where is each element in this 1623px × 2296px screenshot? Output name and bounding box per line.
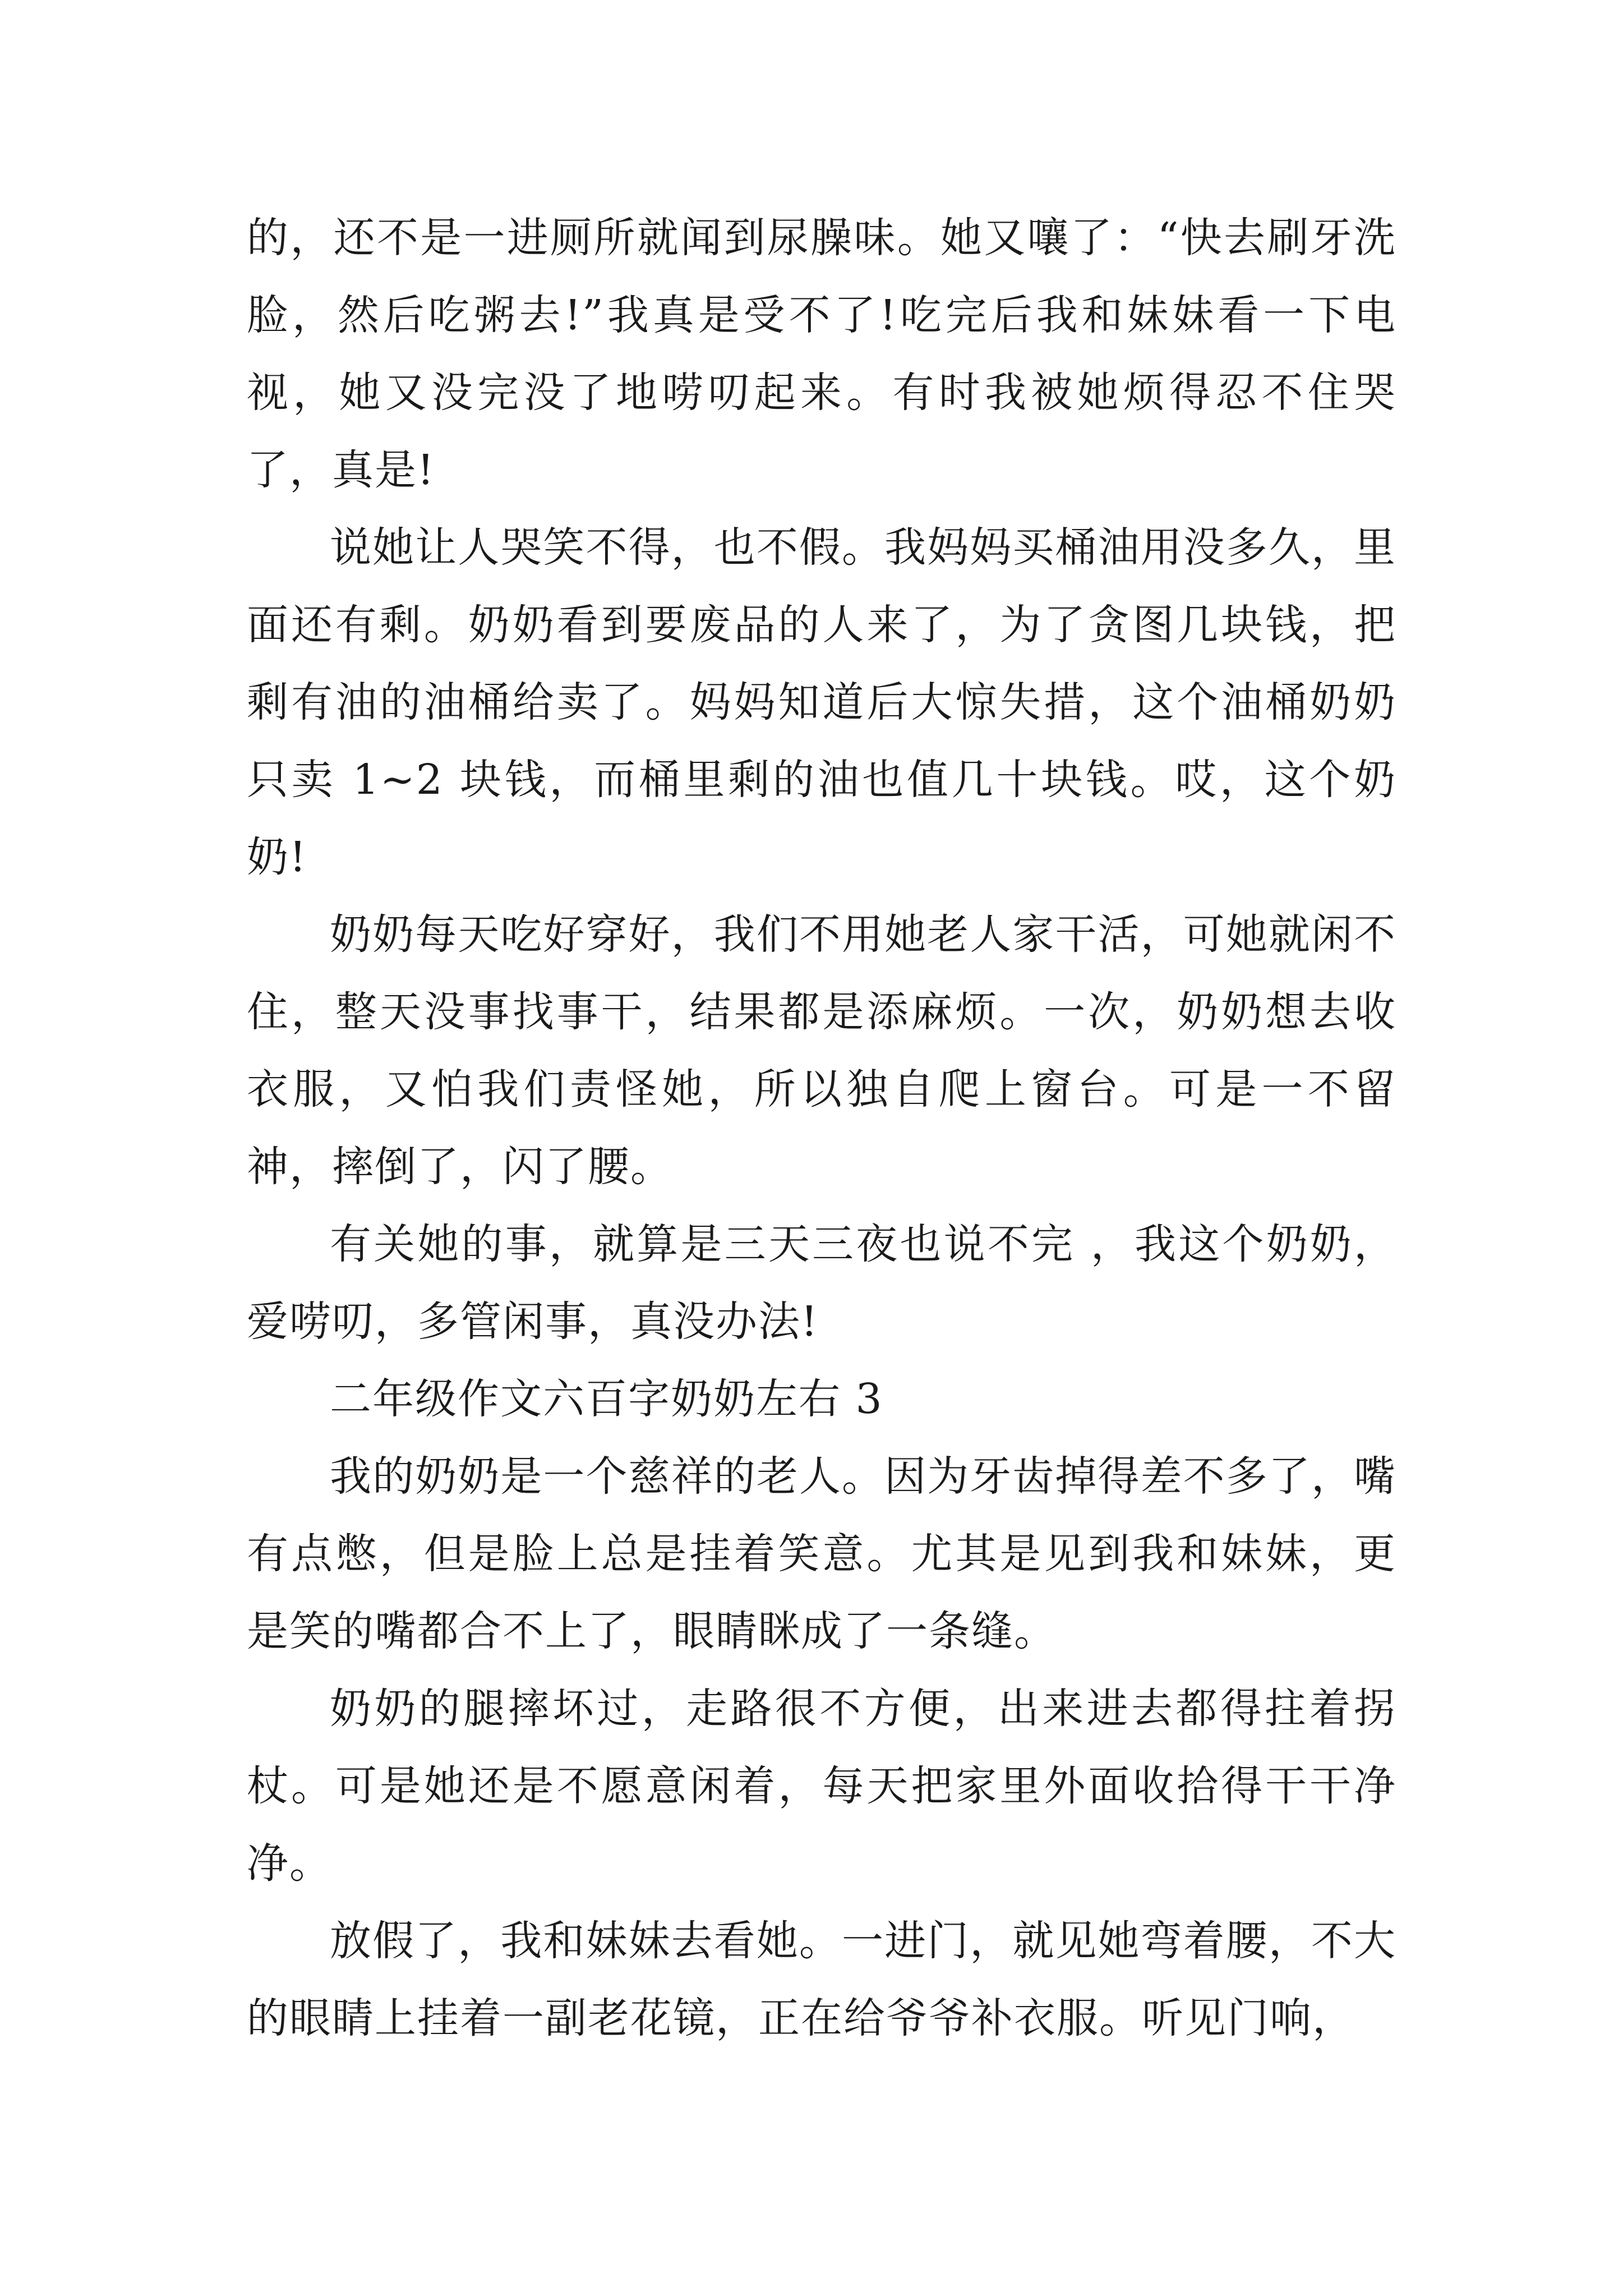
paragraph-6: 奶奶的腿摔坏过，走路很不方便，出来进去都得拄着拐杖。可是她还是不愿意闲着，每天把家里外面收拾得干干净净。 [247,1685,1396,1888]
section-heading: 二年级作文六百字奶奶左右 3 [330,1375,883,1423]
paragraph-5: 我的奶奶是一个慈祥的老人。因为牙齿掉得差不多了，嘴有点憋，但是脸上总是挂着笑意。尤其是见到我和妹妹，更是笑的嘴都合不上了，眼睛眯成了一条缝。 [247,1452,1396,1655]
paragraph-3: 奶奶每天吃好穿好，我们不用她老人家干活，可她就闲不住，整天没事找事干，结果都是添麻烦。一次，奶奶想去收衣服，又怕我们责怪她，所以独自爬上窗台。可是一不留神，摔倒了，闪了腰。 [247,910,1396,1191]
paragraph-1: 的，还不是一进厕所就闻到尿臊味。她又嚷了：“快去刷牙洗脸，然后吃粥去!”我真是受不了!吃完后我和妹妹看一下电视，她又没完没了地唠叨起来。有时我被她烦得忍不住哭了，真是! [247,214,1396,494]
paragraph-2: 说她让人哭笑不得，也不假。我妈妈买桶油用没多久，里面还有剩。奶奶看到要废品的人来了，为了贪图几块钱，把剩有油的油桶给卖了。妈妈知道后大惊失措，这个油桶奶奶只卖 1~2 块钱，而桶里剩的油也值几十块钱。哎，这个奶奶! [247,523,1396,881]
paragraph-7: 放假了，我和妹妹去看她。一进门，就见她弯着腰，不大的眼睛上挂着一副老花镜，正在给爷爷补衣服。听见门响， [247,1917,1396,2042]
paragraph-4: 有关她的事，就算是三天三夜也说不完 ，我这个奶奶，爱唠叨，多管闲事，真没办法! [247,1220,1396,1346]
document-body [247,199,1396,2057]
